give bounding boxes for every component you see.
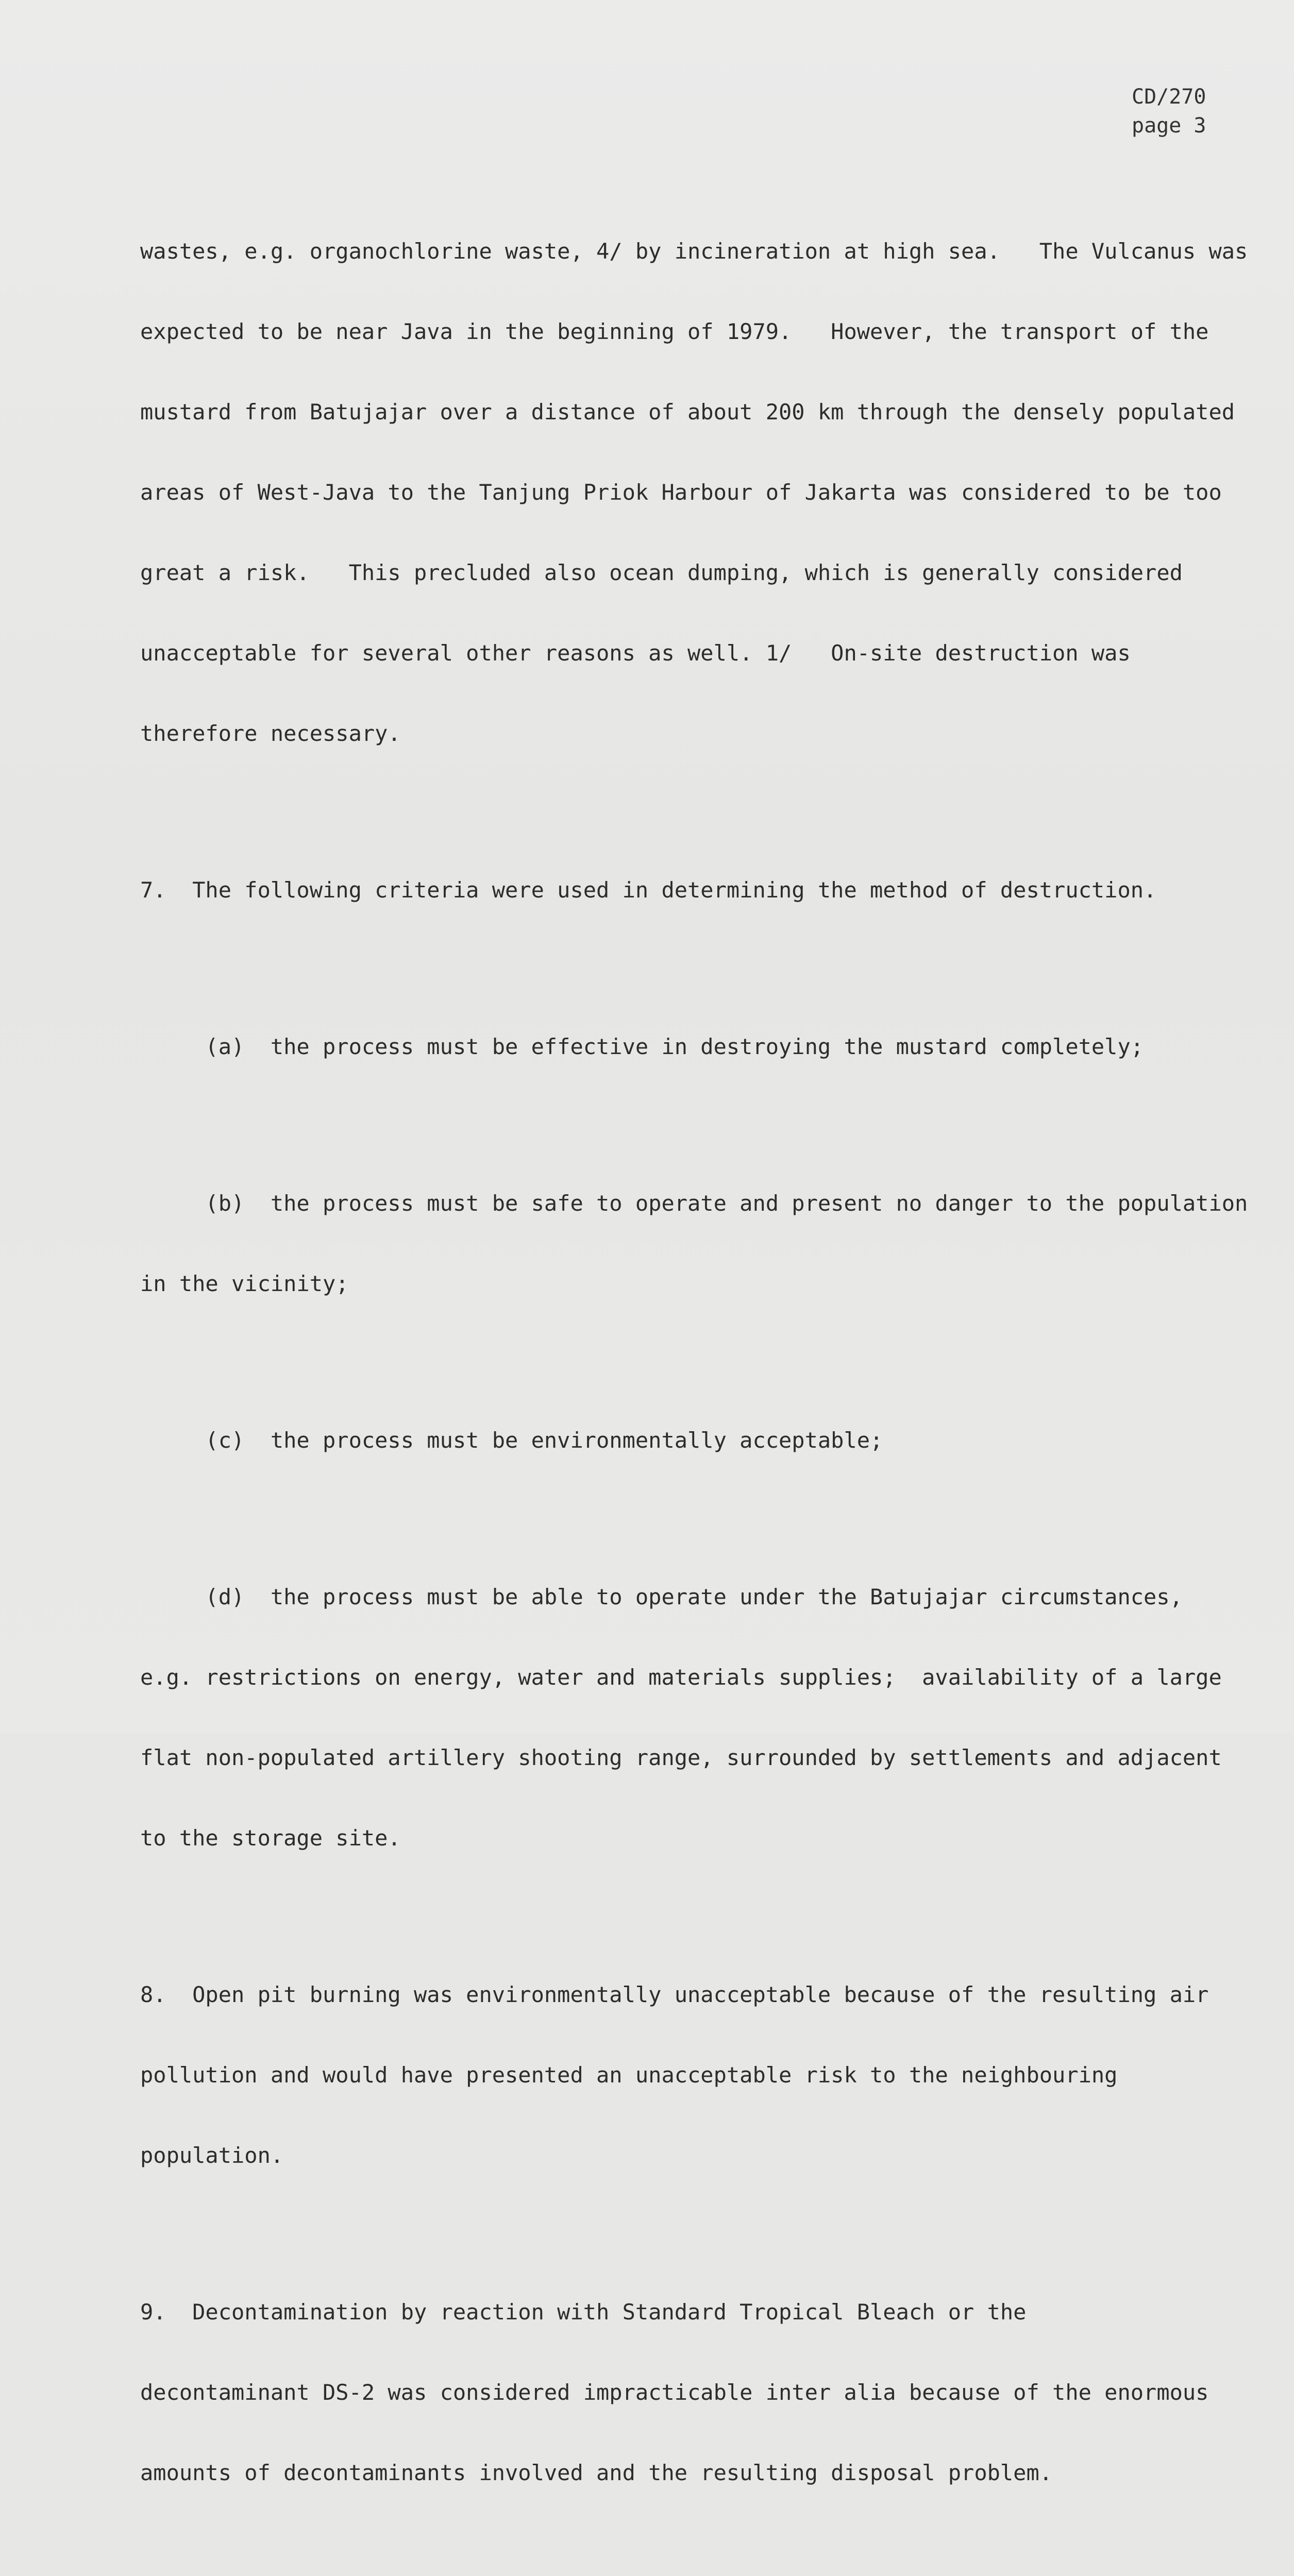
text-line: mustard from Batujajar over a distance of about 200 km through the densely populated: [140, 399, 1235, 425]
paragraph-10: [140, 2563, 1264, 2576]
text-line: unacceptable for several other reasons as well. 1/ On-site destruction was: [140, 640, 1131, 666]
paragraph-intro: [140, 184, 1264, 801]
text-line: to the storage site.: [140, 1825, 401, 1851]
text-line: (c) the process must be environmentally acceptable;: [140, 1428, 883, 1453]
paragraph-7b: [140, 1137, 1264, 1351]
text-line: great a risk. This precluded also ocean dumping, which is generally considered: [140, 560, 1183, 585]
text-line: in the vicinity;: [140, 1271, 349, 1296]
text-line: 9. Decontamination by reaction with Standard Tropical Bleach or the: [140, 2299, 1027, 2325]
text-line: (b) the process must be safe to operate and present no danger to the population: [140, 1191, 1248, 1216]
paragraph-7c: [140, 1374, 1264, 1507]
text-line: e.g. restrictions on energy, water and materials supplies; availability of a large: [140, 1665, 1222, 1690]
text-line: areas of West-Java to the Tanjung Priok Harbour of Jakarta was considered to be too: [140, 480, 1222, 505]
text-line: decontaminant DS-2 was considered impracticable inter alia because of the enormous: [140, 2380, 1209, 2405]
page-number: page 3: [1132, 114, 1206, 138]
text-line: amounts of decontaminants involved and the resulting disposal problem.: [140, 2460, 1053, 2485]
page-header: [1132, 82, 1206, 140]
document-id: CD/270: [1132, 85, 1206, 109]
paragraph-7a: [140, 980, 1264, 1114]
text-line: therefore necessary.: [140, 721, 401, 746]
text-line: population.: [140, 2143, 284, 2168]
text-line: (d) the process must be able to operate under the Batujajar circumstances,: [140, 1584, 1183, 1609]
paragraph-7d: [140, 1530, 1264, 1905]
text-line: wastes, e.g. organochlorine waste, 4/ by incineration at high sea. The Vulcanus was: [140, 239, 1248, 264]
text-line: 8. Open pit burning was environmentally unacceptable because of the resulting air: [140, 1982, 1209, 2007]
paragraph-9: [140, 2245, 1264, 2540]
paragraph-7: [140, 823, 1264, 957]
paragraph-8: [140, 1928, 1264, 2223]
text-line: pollution and would have presented an unacceptable risk to the neighbouring: [140, 2062, 1118, 2088]
text-line: 7. The following criteria were used in determining the method of destruction.: [140, 877, 1157, 903]
document-body: [140, 184, 1264, 2576]
text-line: (a) the process must be effective in destroying the mustard completely;: [140, 1034, 1144, 1059]
text-line: expected to be near Java in the beginning of 1979. However, the transport of the: [140, 319, 1209, 344]
text-line: flat non-populated artillery shooting range, surrounded by settlements and adjacent: [140, 1745, 1222, 1770]
